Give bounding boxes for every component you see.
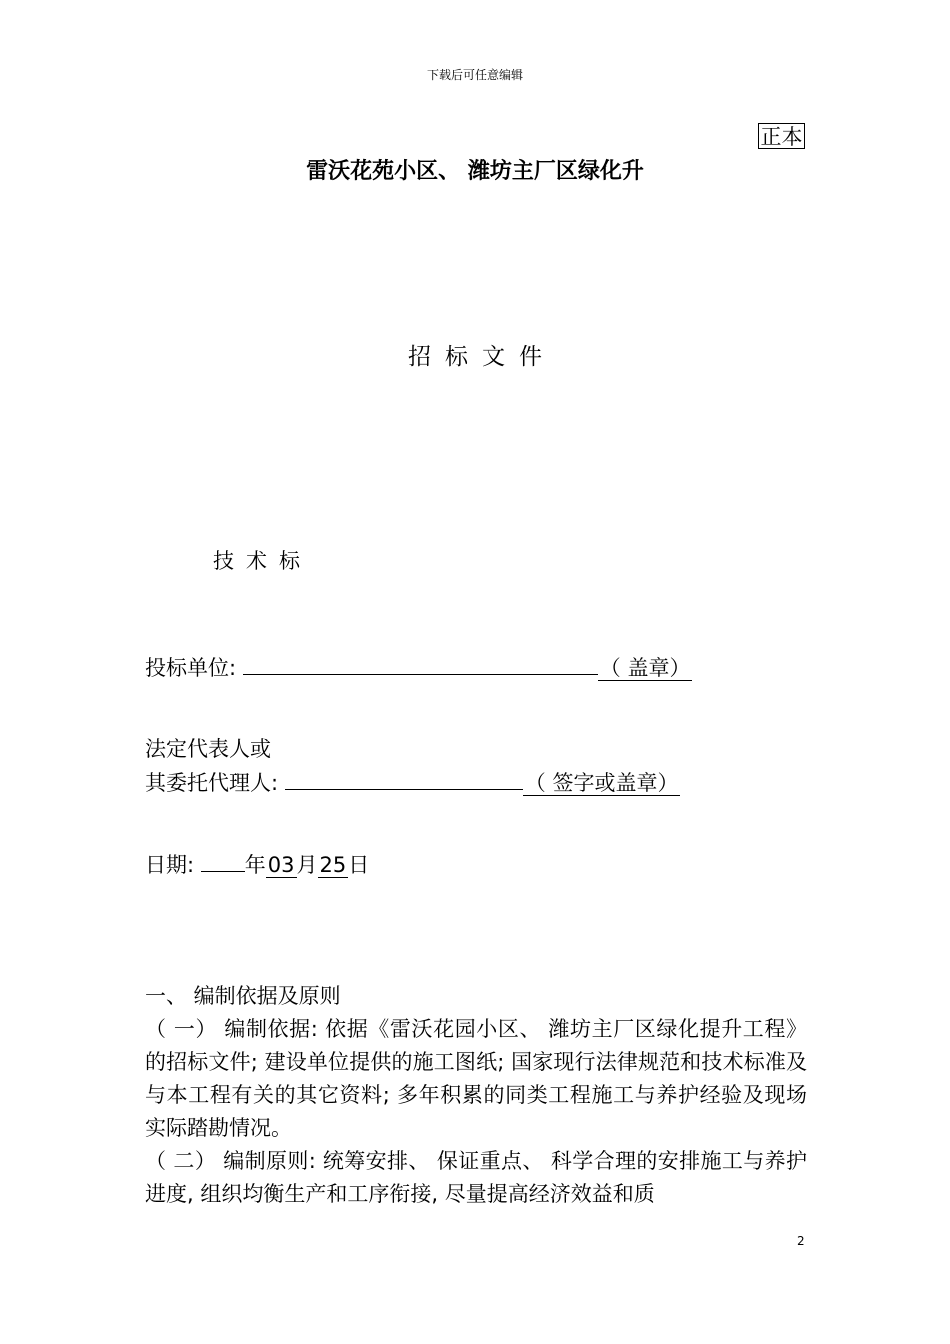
section-heading: 一、 编制依据及原则 — [145, 984, 341, 1008]
bidder-field — [145, 652, 692, 682]
rep-fill-line — [285, 767, 523, 790]
date-field — [145, 849, 369, 879]
bidder-label: 投标单位: — [145, 656, 237, 680]
bidder-fill-line — [243, 652, 598, 675]
date-day-unit: 日 — [348, 853, 370, 877]
body-section — [145, 980, 807, 1211]
date-month-unit: 月 — [296, 853, 318, 877]
paragraph-basis: （ 一） 编制依据: 依据《雷沃花园小区、 潍坊主厂区绿化提升工程》的招标文件; 建设单位提供的施工图纸; 国家现行法律规范和技术标准及与本工程有关的其它资料; 多年积累的同类工程施工与养护经验及现场实际踏勘情况。 — [145, 1017, 807, 1140]
document-type: 招标文件 — [408, 344, 556, 370]
header-note: 下载后可任意编辑 — [426, 68, 523, 82]
original-copy-badge: 正本 — [758, 123, 805, 149]
bidder-suffix: （ 盖章） — [599, 656, 691, 680]
document-title: 雷沃花苑小区、 潍坊主厂区绿化升 — [306, 159, 644, 184]
date-label: 日期: — [145, 853, 195, 877]
date-year-line — [201, 849, 245, 872]
date-month: 03 — [267, 853, 295, 877]
section-label: 技术标 — [213, 549, 312, 573]
paragraph-principles: （ 二） 编制原则: 统筹安排、 保证重点、 科学合理的安排施工与养护进度, 组织均衡生产和工序衔接, 尽量提高经济效益和质 — [145, 1149, 807, 1206]
rep-label: 其委托代理人: — [145, 771, 279, 795]
date-day: 25 — [319, 853, 347, 877]
rep-suffix: （ 签字或盖章） — [524, 771, 679, 795]
rep-field — [145, 767, 680, 797]
page-number: 2 — [797, 1234, 805, 1248]
rep-label-line1: 法定代表人或 — [145, 737, 271, 761]
date-year-unit: 年 — [244, 853, 266, 877]
